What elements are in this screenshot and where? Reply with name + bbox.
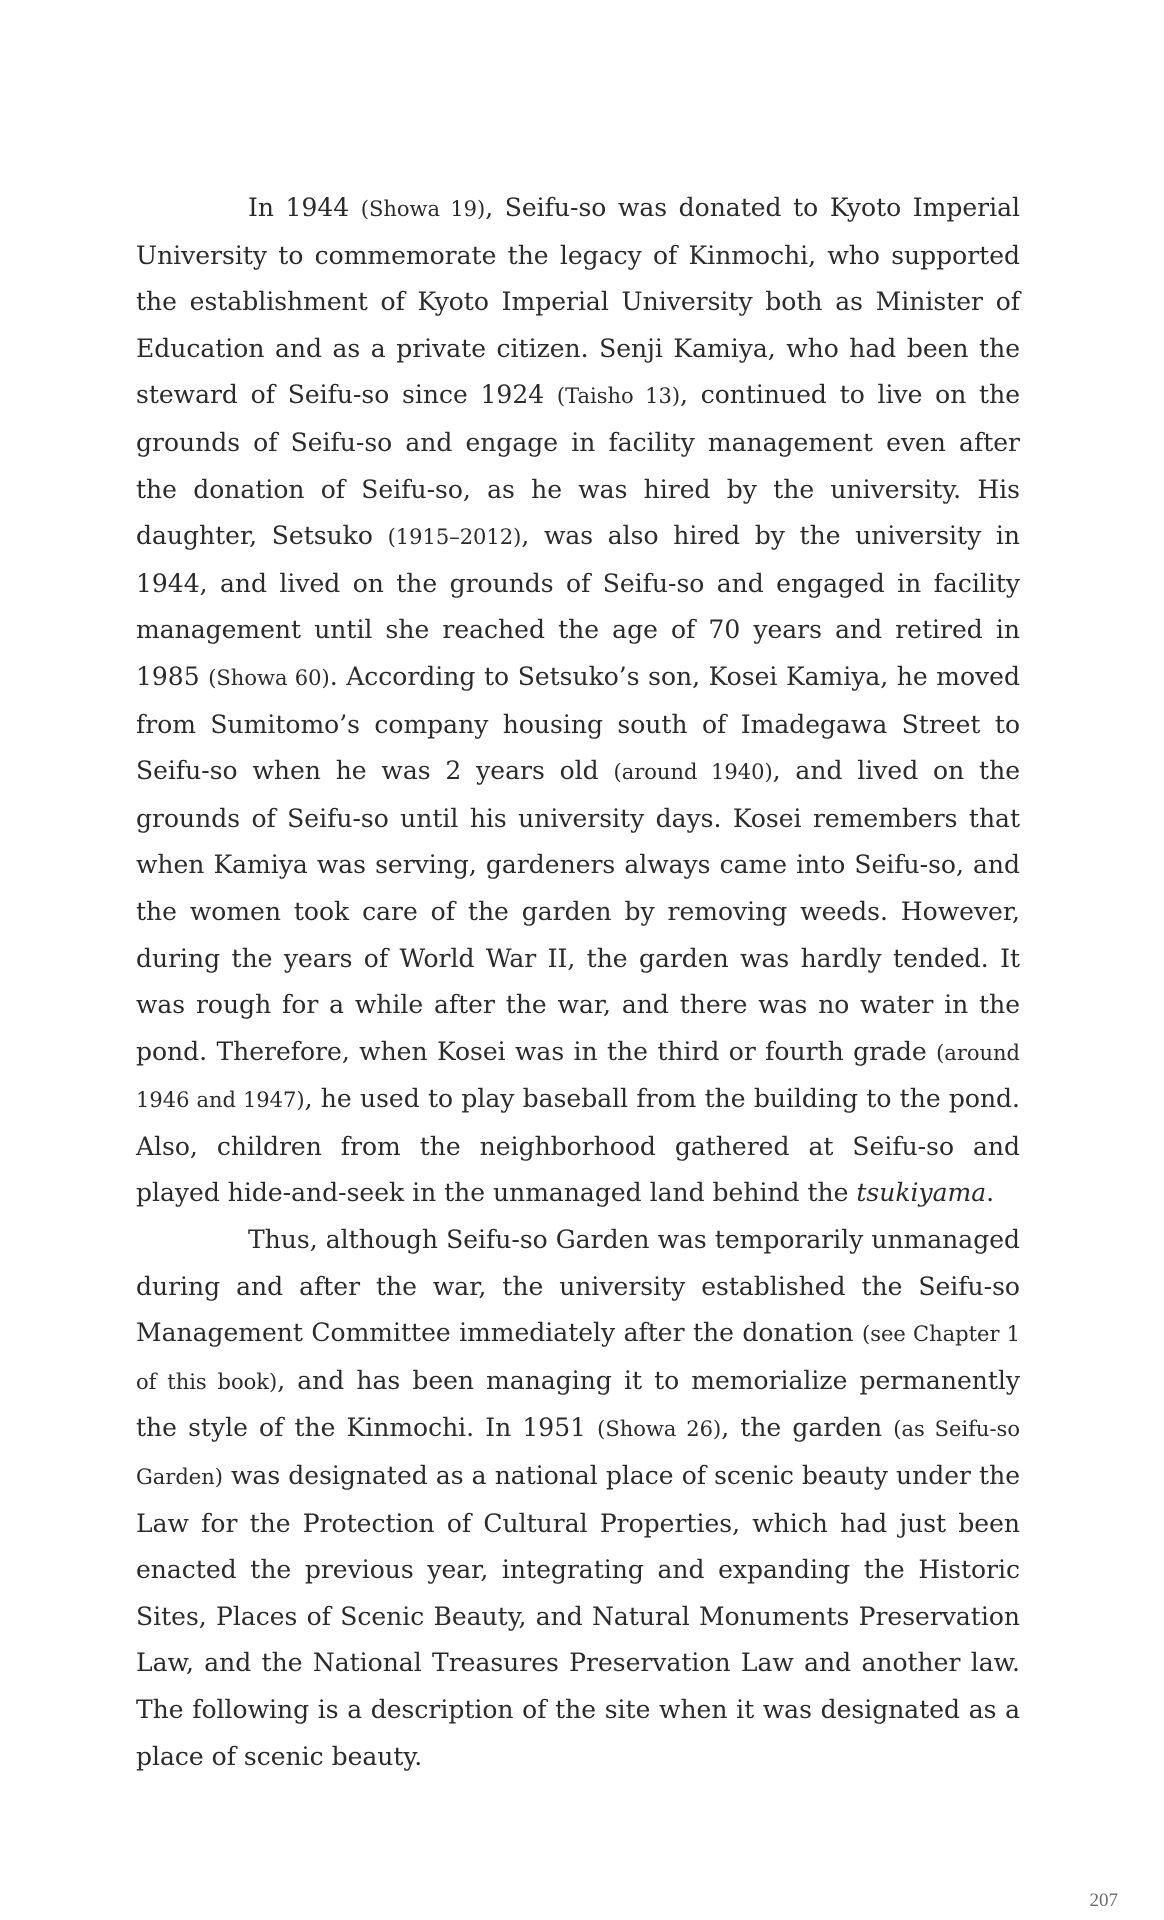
date-note: (around 1946 and 1947) — [136, 1040, 1020, 1113]
date-note: (around 1940) — [613, 760, 773, 785]
date-note: (1915–2012) — [387, 525, 522, 550]
date-note: (Showa 60) — [208, 665, 330, 690]
text-run: , continued to live on the grounds of Seifu-so and engage in facility management even after the donation of Seifu-so, as he was hired by the university. His daughter, Setsuko — [136, 380, 1020, 551]
name-note: (as Seifu-so Garden) — [136, 1417, 1020, 1490]
text-run: , the garden — [721, 1413, 894, 1443]
text-run: was designated as a national place of scenic beauty under the Law for the Protection of Cultural Properties, which had just been enacted the previous year, integrating and expanding the Historic Sites, Places of Scenic Beauty, and Natural Monuments Preservation Law, and the National Treasures Preservation Law and another law. The following is a description of the site when it was designated as a place of scenic beauty. — [136, 1461, 1020, 1771]
text-run: Thus, although Seifu-so Garden was temporarily unmanaged during and after the war, the university established the Seifu-so Management Committee immediately after the donation — [136, 1225, 1020, 1348]
paragraph-2 — [136, 1217, 1020, 1780]
text-run: , he used to play baseball from the building to the pond. Also, children from the neighborhood gathered at Seifu-so and played hide-and-seek in the unmanaged land behind the — [136, 1084, 1020, 1208]
paragraph-1 — [136, 185, 1020, 1217]
text-run: . According to Setsuko’s son, Kosei Kamiya, he moved from Sumitomo’s company housing south of Imadegawa Street to Seifu-so when he was 2 years old — [136, 661, 1020, 786]
italic-term: tsukiyama — [856, 1178, 987, 1208]
text-run: , and lived on the grounds of Seifu-so until his university days. Kosei remembers that when Kamiya was serving, gardeners always came into Seifu-so, and the women took care of the garden by removing weeds. However, during the years of World War II, the garden was hardly tended. It was rough for a while after the war, and there was no water in the pond. Therefore, when Kosei was in the third or fourth grade — [136, 756, 1020, 1066]
text-run: , Seifu-so was donated to Kyoto Imperial University to commemorate the legacy of Kinmochi, who supported the establishment of Kyoto Imperial University both as Minister of Education and as a private citizen. Senji Kamiya, who had been the steward of Seifu-so since 1924 — [136, 193, 1020, 410]
date-note: (Taisho 13) — [556, 384, 681, 409]
body-text — [136, 185, 1020, 1780]
date-note: (Showa 19) — [360, 197, 486, 221]
page-number: 207 — [1089, 1890, 1118, 1911]
date-note: (Showa 26) — [597, 1417, 722, 1442]
text-run: . — [986, 1178, 995, 1208]
text-run: , was also hired by the university in 1944, and lived on the grounds of Seifu-so and engaged in facility management until she reached the age of 70 years and retired in 1985 — [136, 521, 1020, 691]
text-run: , and has been managing it to memorialize permanently the style of the Kinmochi. In 1951 — [136, 1365, 1020, 1443]
text-run: In 1944 — [248, 193, 361, 222]
reference-note: (see Chapter 1 of this book) — [136, 1322, 1020, 1394]
